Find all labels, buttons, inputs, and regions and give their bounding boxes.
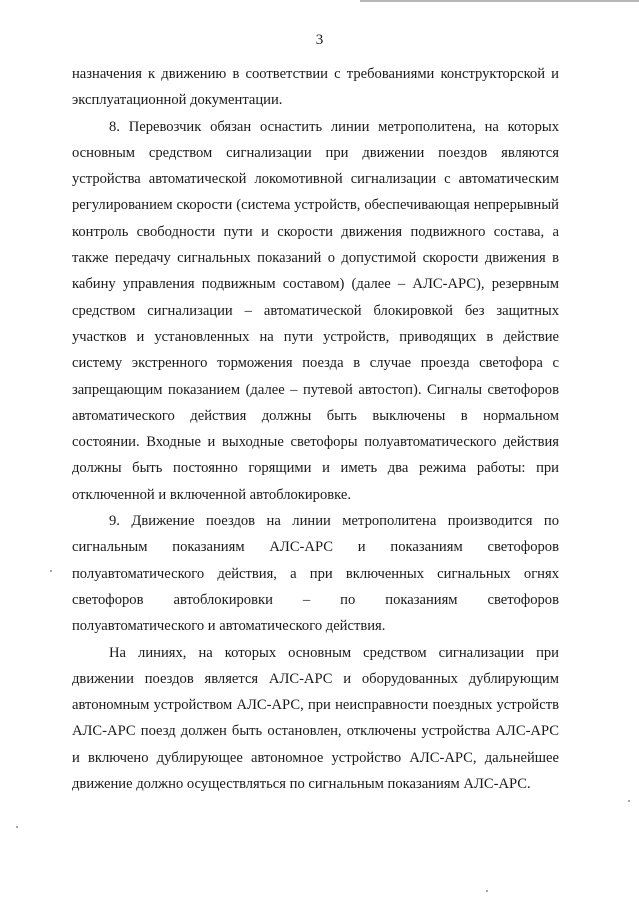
scan-speck xyxy=(16,826,18,828)
paragraph-continuation: назначения к движению в соответствии с требованиями конструкторской и эксплуатационной документации. xyxy=(72,66,559,109)
paragraph-als-ars-fault: На линиях, на которых основным средством сигнализации при движении поездов является АЛС-АРС и оборудованных дублирующим автономным устройством АЛС-АРС, при неисправности поездных устройств АЛС-АРС поезд должен быть остановлен, отключены устройства АЛС-АРС и включено дублирующее автономное устройство АЛС-АРС, дальнейшее движение должно осуществляться по сигнальным показаниям АЛС-АРС. xyxy=(72,644,559,793)
scan-top-edge xyxy=(360,0,639,2)
scan-speck xyxy=(628,800,630,802)
document-body xyxy=(72,61,559,797)
paragraph-item-8: 8. Перевозчик обязан оснастить линии метрополитена, на которых основным средством сигнализации при движении поездов являются устройства автоматической локомотивной сигнализации с автоматическим регулированием скорости (система устройств, обеспечивающая непрерывный контроль свободности пути и скорости движения подвижного состава, а также передачу сигнальных показаний о допустимой скорости движения в кабину управления подвижным составом) (далее – АЛС-АРС), резервным средством сигнализации – автоматической блокировкой без защитных участков и установленных на пути устройств, приводящих в действие систему экстренного торможения поезда в случае проезда светофора с запрещающим показанием (далее – путевой автостоп). Сигналы светофоров автоматического действия должны быть выключены в нормальном состоянии. Входные и выходные светофоры полуавтоматического действия должны быть постоянно горящими и иметь два режима работы: при отключенной и включенной автоблокировке. xyxy=(72,118,559,503)
scan-speck xyxy=(486,890,488,892)
page-number: 3 xyxy=(315,32,324,48)
scan-speck xyxy=(50,570,52,572)
paragraph-item-9: 9. Движение поездов на линии метрополитена производится по сигнальным показаниям АЛС-АРС и показаниям светофоров полуавтоматического действия, а при включенных сигнальных огнях светофоров автоблокировки – по показаниям светофоров полуавтоматического и автоматического действия. xyxy=(72,513,559,635)
